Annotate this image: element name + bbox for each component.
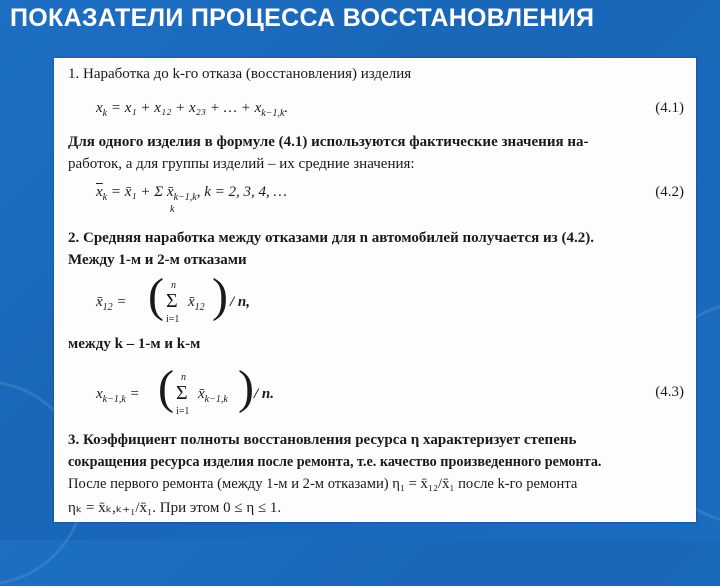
eqx12-sum-top: n: [171, 280, 176, 291]
paragraph-1-heading: 1. Наработка до k-го отказа (восстановления) изделия: [68, 66, 412, 82]
eq43-sum-bottom: i=1: [176, 406, 190, 417]
eq41-tail: .: [284, 100, 289, 116]
slide-title: ПОКАЗАТЕЛИ ПРОЦЕССА ВОССТАНОВЛЕНИЯ: [10, 4, 595, 32]
eq42-range: , k = 2, 3, 4, …: [196, 184, 287, 200]
right-paren: ): [238, 361, 254, 414]
equation-4-3: $x_{k-1,k}$ =: [96, 386, 140, 405]
right-paren: ): [212, 269, 228, 322]
sigma-symbol: Σ: [176, 382, 188, 404]
left-paren: (: [148, 269, 164, 322]
eqx12-tail: / n,: [230, 294, 251, 310]
eq41-sub: k−1,k: [261, 108, 285, 119]
equation-x12: $x̄_{12}$ =: [96, 294, 127, 313]
eq43-sum-top: n: [181, 372, 186, 383]
eq43-lhs: x: [96, 386, 103, 402]
eq41-body: = x₁ + x₁₂ + x₂₃ + … + x: [110, 100, 262, 116]
equation-4-2-label: (4.2): [655, 184, 684, 200]
paragraph-2-line-2: Между 1-м и 2-м отказами: [68, 252, 247, 268]
eq42-body: = x̄₁ + Σ x̄: [110, 184, 174, 200]
paragraph-3-line-4: ηₖ = x̄ₖ,ₖ₊₁/x̄₁. При этом 0 ≤ η ≤ 1.: [68, 500, 282, 516]
eq42-sum-index: k: [170, 204, 175, 215]
paragraph-1-line-1: Для одного изделия в формуле (4.1) используются фактические значения на-: [68, 134, 589, 150]
equation-4-2: $\overline{x}_k$ = x̄₁ + Σ $x̄_{k-1,k}$, k = 2, 3, 4, …: [96, 184, 287, 203]
eq43-lhs-sub: k−1,k: [102, 394, 126, 405]
eq42-sub: k−1,k: [173, 192, 197, 203]
paragraph-2-line-1: 2. Средняя наработка между отказами для n автомобилей получается из (4.2).: [68, 230, 594, 246]
document-scan: [54, 58, 696, 522]
paragraph-2-line-3: между k – 1-м и k-м: [68, 336, 201, 352]
eqx12-lhs: x̄: [96, 294, 103, 310]
eq41-lhs: x: [96, 100, 103, 116]
paragraph-3-line-3: После первого ремонта (между 1-м и 2-м отказами) η₁ = x̄₁₂/x̄₁ после k-го ремонта: [68, 476, 578, 492]
eqx12-term: $x̄_{12}$: [188, 294, 205, 313]
eq43-term: $x̄_{k-1,k}$: [198, 386, 228, 405]
left-paren: (: [158, 361, 174, 414]
equation-4-1: $x_k = x_1 + x_{12} + x_{23}$ + … + $x_{k-1,k}$.: [96, 100, 289, 119]
eqx12-lhs-sub: 12: [102, 302, 113, 313]
equation-4-1-label: (4.1): [655, 100, 684, 116]
sigma-symbol: Σ: [166, 290, 178, 312]
paragraph-1-line-2: работок, а для группы изделий – их средние значения:: [68, 156, 415, 172]
paragraph-3-line-1: 3. Коэффициент полноты восстановления ресурса η характеризует степень: [68, 432, 577, 448]
equation-4-3-label: (4.3): [655, 384, 684, 400]
paragraph-3-line-2: сокращения ресурса изделия после ремонта, т.е. качество произведенного ремонта.: [68, 454, 602, 470]
eqx12-sum-bottom: i=1: [166, 314, 180, 325]
eq43-tail: / n.: [254, 386, 275, 402]
